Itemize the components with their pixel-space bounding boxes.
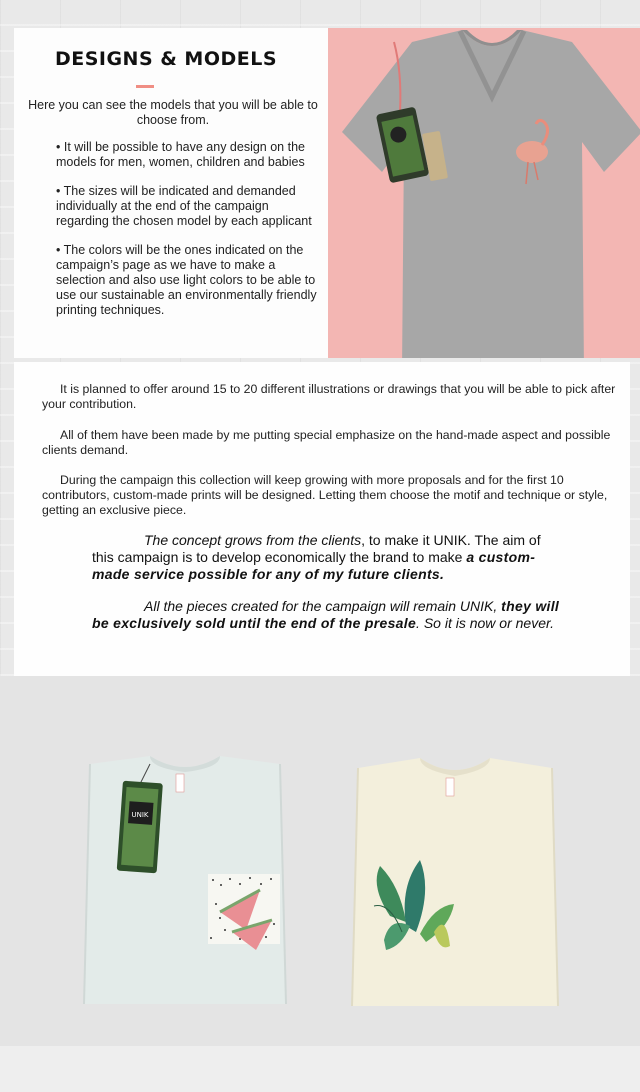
exclusivity-end: . So it is now or never. bbox=[416, 615, 555, 631]
bullet-item: • The colors will be the ones indicated on the campaign’s page as we have to make a selection and also use light colors to be able to use our sustainable an environmentally friendly printing techniques. bbox=[56, 243, 317, 317]
intro-text: Here you can see the models that you will be able to choose from. bbox=[28, 98, 318, 127]
concept-bold: a custom-made service possible for any of my future clients. bbox=[92, 549, 536, 582]
mint-folded-tshirt-image bbox=[80, 754, 290, 1014]
tag-brand-label: UNIK bbox=[131, 811, 149, 819]
exclusivity-italic: All the pieces created for the campaign will remain UNIK, bbox=[144, 598, 502, 614]
footer-brick-strip bbox=[0, 1046, 640, 1092]
title-underline bbox=[136, 85, 154, 88]
bullet-list bbox=[56, 140, 318, 332]
concept-statement bbox=[92, 532, 562, 583]
grey-vneck-tshirt-image bbox=[342, 28, 640, 358]
cream-folded-tshirt-image bbox=[350, 756, 560, 1016]
watermelon-print bbox=[208, 874, 280, 950]
designs-text-panel bbox=[14, 28, 328, 358]
folded-tshirts-photo bbox=[0, 676, 640, 1046]
vneck-tshirt-photo bbox=[328, 28, 640, 358]
concept-italic: The concept grows from the clients bbox=[144, 532, 362, 548]
bullet-item: • The sizes will be indicated and demanded individually at the end of the campaign regarding the chosen model by each applicant bbox=[56, 184, 312, 228]
exclusivity-statement bbox=[92, 598, 562, 632]
description-paragraph: During the campaign this collection will keep growing with more proposals and for the first 10 contributors, custom-made prints will be designed. Letting them choose the motif and technique or style, getting an exclusive piece. bbox=[42, 473, 608, 517]
designs-models-section bbox=[14, 28, 640, 358]
section-title: DESIGNS & MODELS bbox=[54, 48, 278, 70]
description-paragraph: All of them have been made by me putting special emphasize on the hand-made aspect and possible clients demand. bbox=[42, 428, 611, 457]
exclusivity-bold: they will be exclusively sold until the end of the presale bbox=[92, 598, 560, 631]
concept-text: , to make it UNIK. The aim of this campaign is to develop economically the brand to make bbox=[92, 532, 541, 565]
description-paragraph: It is planned to offer around 15 to 20 different illustrations or drawings that you will be able to pick after your contribution. bbox=[42, 382, 616, 411]
description-section bbox=[14, 362, 630, 676]
bullet-item: • It will be possible to have any design on the models for men, women, children and babies bbox=[56, 140, 305, 169]
